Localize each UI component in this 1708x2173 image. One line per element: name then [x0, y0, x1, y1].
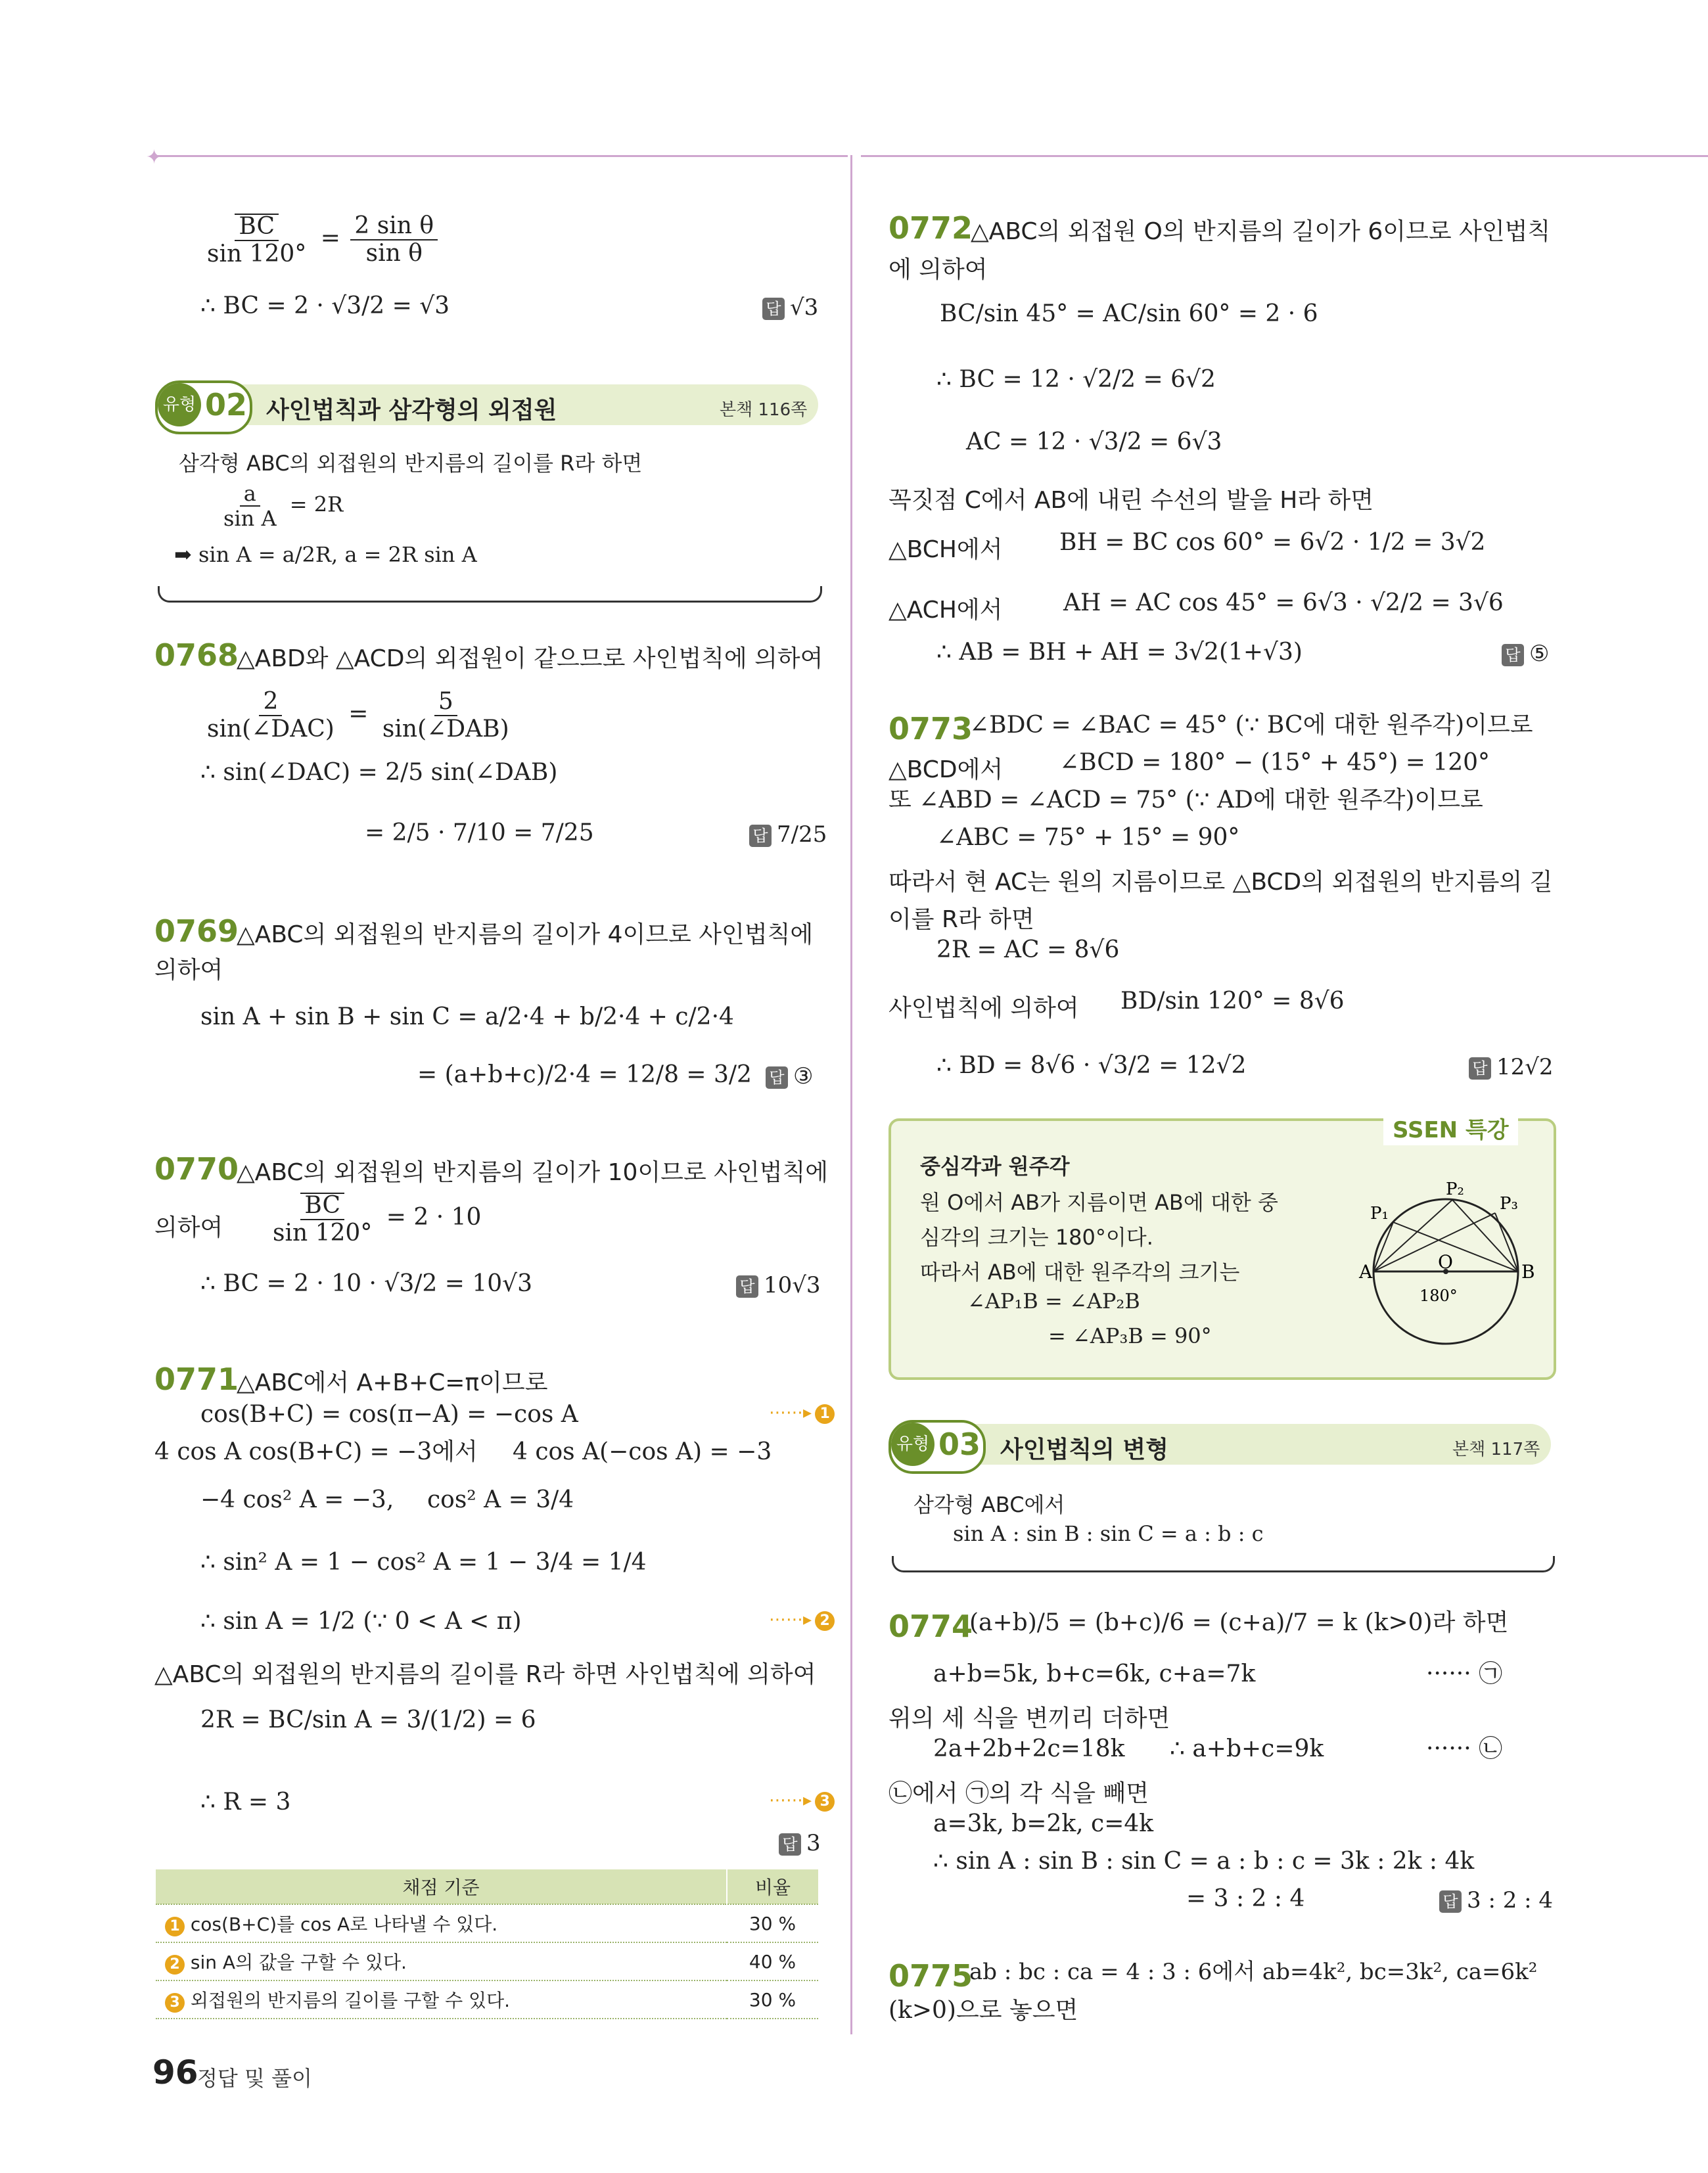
type02-line2: $\frac{a}{\text{sin A}}$ = 2R — [223, 481, 344, 531]
type03-badge: 유형 03 — [889, 1420, 986, 1474]
problem-0774-l3a: 2a+2b+2c=18k — [933, 1735, 1125, 1762]
problem-0771-l3a: −4 cos² A = −3, — [200, 1486, 394, 1513]
type03-line2: sin A : sin B : sin C = a : b : c — [953, 1521, 1264, 1546]
problem-0773-answer: 답 12√2 — [1469, 1054, 1554, 1080]
problem-0772-l6b: AH = AC cos 45° = 6√3 · √2/2 = 3√6 — [1063, 589, 1504, 616]
problem-0774-l7: = 3 : 2 : 4 — [1186, 1885, 1305, 1912]
problem-0770-eq2: ∴ BC = 2 · 10 · √3/2 = 10√3 — [200, 1270, 533, 1297]
problem-0773-l1b: ∠BCD = 180° − (15° + 45°) = 120° — [1059, 749, 1490, 776]
scoring-header-criteria: 채점 기준 — [156, 1869, 727, 1904]
problem-0769-text: △ABC의 외접원의 반지름의 길이가 4이므로 사인법칙에 — [237, 921, 814, 948]
problem-0772-text2: 에 의하여 — [889, 256, 988, 283]
answer-icon: 답 — [1502, 644, 1524, 666]
scoring-table — [156, 1869, 818, 2019]
answer-icon: 답 — [1439, 1890, 1462, 1913]
problem-0774-l6: ∴ sin A : sin B : sin C = a : b : c = 3k : 2k : 4k — [933, 1848, 1475, 1875]
problem-0768-number: 0768 — [154, 637, 239, 673]
problem-0772-l7: ∴ AB = BH + AH = 3√2(1+√3) — [936, 639, 1303, 666]
header-rule-left — [151, 155, 848, 157]
answer-icon: 답 — [766, 1066, 788, 1089]
problem-0772-l2: ∴ BC = 12 · √2/2 = 6√2 — [936, 366, 1216, 393]
type03-title: 사인법칙의 변형 — [1000, 1436, 1168, 1463]
problem-0770-eq1: $\frac{BC}{\sin 120^\circ}$ = 2 · 10 — [273, 1192, 482, 1247]
circle-diagram — [1347, 1176, 1538, 1354]
problem-0773-l1a: △BCD에서 — [889, 756, 1004, 783]
problem-0772-l5a: △BCH에서 — [889, 536, 1003, 563]
header-star: ✦ — [146, 146, 163, 169]
type02-bracket — [158, 586, 822, 603]
special-l5: = ∠AP₃B = 90° — [1048, 1323, 1212, 1348]
answer-icon: 답 — [1469, 1057, 1491, 1080]
problem-0774-l3b: ∴ a+b+c=9k — [1170, 1735, 1324, 1762]
problem-0768-eq1: $\frac{2}{\text{sin(∠DAC)}}$ = $\frac{5}{\text{sin(∠DAB)}}$ — [207, 688, 509, 743]
problem-0773-l6: 2R = AC = 8√6 — [936, 936, 1120, 963]
problem-0771-text: △ABC에서 A+B+C=π이므로 — [237, 1369, 548, 1396]
problem-0773-l5: 이를 R라 하면 — [889, 906, 1034, 933]
type02-badge: 유형 02 — [155, 380, 252, 434]
special-l1: 원 O에서 AB가 지름이면 AB에 대한 중 — [920, 1190, 1278, 1215]
type03-bracket — [892, 1556, 1555, 1572]
problem-0772-number: 0772 — [889, 210, 973, 246]
footer-label: 정답 및 풀이 — [197, 2066, 312, 2091]
problem-0773-number: 0773 — [889, 711, 973, 746]
problem-0769-text2: 의하여 — [154, 957, 223, 984]
problem-0774-l3tag: ······ ㉡ — [1426, 1735, 1503, 1762]
problem-0768-eq2: ∴ sin(∠DAC) = 2/5 sin(∠DAB) — [200, 759, 558, 786]
answer-icon: 답 — [762, 298, 785, 320]
page-number: 96 — [152, 2053, 198, 2092]
problem-0771-marker3: ⋯⋯▸ 3 — [769, 1791, 835, 1812]
label-P3: P₃ — [1500, 1194, 1518, 1214]
answer-icon: 답 — [736, 1275, 758, 1298]
left-top-line2: ∴ BC = 2 · √3/2 = √3 — [200, 292, 450, 319]
problem-0770-text2: 의하여 — [154, 1214, 223, 1241]
problem-0768-text: △ABD와 △ACD의 외접원이 같으므로 사인법칙에 의하여 — [237, 645, 823, 672]
problem-0772-text: △ABC의 외접원 O의 반지름의 길이가 6이므로 사인법칙 — [971, 218, 1551, 245]
special-badge: SSEN 특강 — [1383, 1110, 1518, 1145]
problem-0768-answer: 답 7/25 — [749, 821, 827, 848]
problem-0771-l1: cos(B+C) = cos(π−A) = −cos A — [200, 1401, 578, 1428]
problem-0771-marker2: ⋯⋯▸ 2 — [769, 1610, 835, 1631]
label-P1: P₁ — [1370, 1204, 1389, 1224]
label-angle: 180° — [1419, 1287, 1458, 1305]
problem-0771-answer: 답 3 — [779, 1830, 821, 1856]
scoring-row: 2 sin A의 값을 구할 수 있다. 40 % — [156, 1942, 818, 1980]
problem-0772-l3: AC = 12 · √3/2 = 6√3 — [966, 428, 1222, 455]
label-O: O — [1438, 1251, 1453, 1273]
type02-line1: 삼각형 ABC의 외접원의 반지름의 길이를 R라 하면 — [179, 451, 643, 476]
problem-0771-number: 0771 — [154, 1361, 239, 1397]
label-A: A — [1359, 1261, 1373, 1283]
problem-0772-l5b: BH = BC cos 60° = 6√2 · 1/2 = 3√2 — [1059, 529, 1486, 556]
problem-0772-answer: 답 ⑤ — [1502, 641, 1549, 667]
problem-0769-eq2: = (a+b+c)/2·4 = 12/8 = 3/2 — [417, 1061, 752, 1088]
header-rule-right — [861, 155, 1708, 157]
problem-0773-l7b: BD/sin 120° = 8√6 — [1120, 988, 1345, 1015]
problem-0770-answer: 답 10√3 — [736, 1272, 821, 1298]
problem-0772-l4: 꼭짓점 C에서 AB에 내린 수선의 발을 H라 하면 — [889, 487, 1374, 514]
problem-0768-eq3: = 2/5 · 7/10 = 7/25 — [365, 819, 594, 846]
problem-0771-l6: △ABC의 외접원의 반지름의 길이를 R라 하면 사인법칙에 의하여 — [154, 1661, 816, 1688]
problem-0774-answer: 답 3 : 2 : 4 — [1439, 1887, 1553, 1913]
problem-0771-l4: ∴ sin² A = 1 − cos² A = 1 − 3/4 = 1/4 — [200, 1549, 647, 1576]
problem-0773-l3: ∠ABC = 75° + 15° = 90° — [936, 824, 1240, 851]
problem-0772-l1: BC/sin 45° = AC/sin 60° = 2 · 6 — [940, 300, 1318, 327]
problem-0774-l4: ㉡에서 ㉠의 각 식을 빼면 — [889, 1780, 1149, 1807]
problem-0773-l8: ∴ BD = 8√6 · √3/2 = 12√2 — [936, 1052, 1247, 1079]
scoring-row: 1 cos(B+C)를 cos A로 나타낼 수 있다. 30 % — [156, 1904, 818, 1942]
left-top-answer: 답 √3 — [762, 294, 818, 321]
problem-0770-text: △ABC의 외접원의 반지름의 길이가 10이므로 사인법칙에 — [237, 1159, 829, 1186]
label-B: B — [1521, 1261, 1535, 1283]
type03-ref: 본책 117쪽 — [1452, 1440, 1540, 1459]
special-l2: 심각의 크기는 180°이다. — [920, 1225, 1153, 1250]
scoring-row: 3 외접원의 반지름의 길이를 구할 수 있다. 30 % — [156, 1980, 818, 2019]
problem-0771-l2b: 4 cos A(−cos A) = −3 — [513, 1438, 772, 1465]
problem-0774-l1: a+b=5k, b+c=6k, c+a=7k — [933, 1660, 1256, 1687]
problem-0773-l2: 또 ∠ABD = ∠ACD = 75° (∵ AD에 대한 원주각)이므로 — [889, 787, 1483, 813]
answer-icon: 답 — [749, 825, 772, 847]
problem-0771-l3b: cos² A = 3/4 — [427, 1486, 574, 1513]
problem-0774-l5: a=3k, b=2k, c=4k — [933, 1810, 1154, 1837]
problem-0769-eq1: sin A + sin B + sin C = a/2·4 + b/2·4 + c/2·4 — [200, 1003, 734, 1030]
problem-0773-l4: 따라서 현 AC는 원의 지름이므로 △BCD의 외접원의 반지름의 길 — [889, 869, 1553, 896]
problem-0774-l1tag: ······ ㉠ — [1426, 1660, 1503, 1687]
problem-0771-l7: 2R = BC/sin A = 3/(1/2) = 6 — [200, 1706, 536, 1733]
problem-0774-l2: 위의 세 식을 변끼리 더하면 — [889, 1705, 1170, 1732]
problem-0770-number: 0770 — [154, 1151, 239, 1187]
type03-line1: 삼각형 ABC에서 — [913, 1492, 1065, 1517]
problem-0771-l8: ∴ R = 3 — [200, 1789, 291, 1816]
problem-0773-text: ∠BDC = ∠BAC = 45° (∵ BC에 대한 원주각)이므로 — [969, 712, 1533, 739]
label-P2: P₂ — [1446, 1179, 1464, 1199]
problem-0772-l6a: △ACH에서 — [889, 597, 1003, 624]
scoring-header-ratio: 비율 — [727, 1869, 818, 1904]
column-divider — [850, 155, 852, 2034]
problem-0771-l5: ∴ sin A = 1/2 (∵ 0 < A < π) — [200, 1608, 522, 1635]
type02-ref: 본책 116쪽 — [720, 400, 808, 420]
problem-0769-answer: 답 ③ — [766, 1063, 813, 1089]
special-l4: ∠AP₁B = ∠AP₂B — [967, 1289, 1140, 1314]
special-l3: 따라서 AB에 대한 원주각의 크기는 — [920, 1260, 1240, 1285]
problem-0775-text: ab : bc : ca = 4 : 3 : 6에서 ab=4k², bc=3k², ca=6k² — [969, 1959, 1538, 1985]
problem-0774-number: 0774 — [889, 1609, 973, 1644]
special-title: 중심각과 원주각 — [920, 1154, 1070, 1179]
type02-line3: ➡ sin A = a/2R, a = 2R sin A — [174, 542, 477, 567]
problem-0775-text2: (k>0)으로 놓으면 — [889, 1997, 1078, 2024]
problem-0774-text: (a+b)/5 = (b+c)/6 = (c+a)/7 = k (k>0)라 하면 — [969, 1609, 1509, 1636]
type02-title: 사인법칙과 삼각형의 외접원 — [266, 397, 557, 424]
left-top-fraction: $\frac{BC}{\sin 120^\circ}$ = $\frac{\text{2 sin θ}}{\text{sin θ}}$ — [200, 214, 440, 266]
problem-0771-l2a: 4 cos A cos(B+C) = −3에서 — [154, 1438, 478, 1465]
problem-0771-marker1: ⋯⋯▸ 1 — [769, 1403, 835, 1424]
problem-0773-l7a: 사인법칙에 의하여 — [889, 995, 1079, 1022]
problem-0775-number: 0775 — [889, 1958, 973, 1994]
answer-icon: 답 — [779, 1833, 801, 1856]
problem-0769-number: 0769 — [154, 913, 239, 949]
